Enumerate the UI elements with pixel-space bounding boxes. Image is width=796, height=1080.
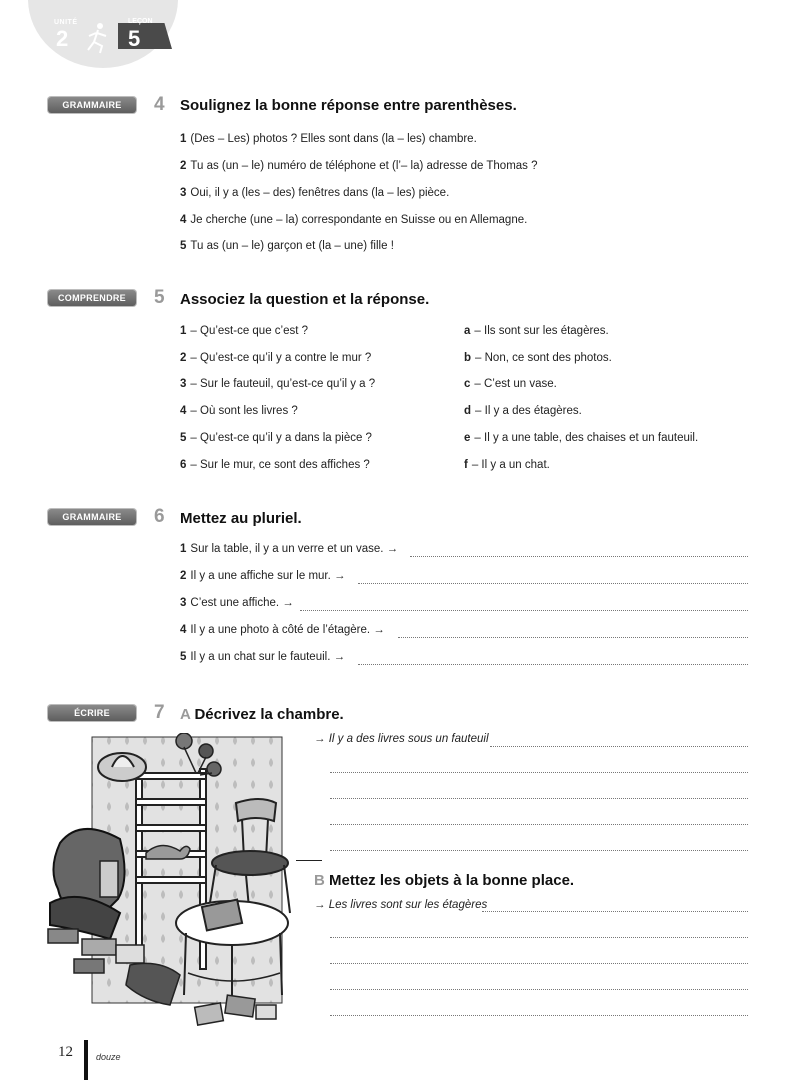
- answer-line[interactable]: [330, 963, 748, 964]
- runner-icon: [80, 20, 116, 54]
- question-item: 1 – Qu’est-ce que c’est ?: [180, 325, 309, 337]
- list-item: 1 Sur la table, il y a un verre et un vase. →: [180, 543, 399, 555]
- exercise-number: 7: [154, 702, 165, 723]
- pointer-line: [296, 860, 322, 861]
- exercise-title: Soulignez la bonne réponse entre parenthèses.: [180, 97, 517, 114]
- answer-item: b – Non, ce sont des photos.: [464, 352, 612, 364]
- list-item: 2 Tu as (un – le) numéro de téléphone et (l’– la) adresse de Thomas ?: [180, 160, 538, 172]
- answer-line[interactable]: [330, 1015, 748, 1016]
- answer-line[interactable]: [330, 850, 748, 851]
- answer-line[interactable]: [330, 937, 748, 938]
- exercise-b-title: B Mettez les objets à la bonne place.: [314, 872, 575, 889]
- question-item: 4 – Où sont les livres ?: [180, 405, 298, 417]
- answer-line[interactable]: [330, 772, 748, 773]
- answer-line[interactable]: [482, 911, 748, 912]
- tag-comprendre: COMPRENDRE: [48, 290, 136, 306]
- lecon-box: [118, 23, 172, 49]
- answer-item: a – Ils sont sur les étagères.: [464, 325, 609, 337]
- unite-number: 2: [56, 26, 69, 51]
- list-item: 4 Il y a une photo à côté de l’étagère. →: [180, 624, 385, 636]
- footer-divider: [84, 1040, 88, 1080]
- example-b: → Les livres sont sur les étagères: [314, 899, 488, 911]
- lecon-number: 5: [128, 26, 141, 51]
- exercise-number: 6: [154, 506, 165, 527]
- list-item: 3 C’est une affiche. →: [180, 597, 294, 609]
- question-item: 6 – Sur le mur, ce sont des affiches ?: [180, 459, 370, 471]
- exercise-title: Associez la question et la réponse.: [180, 291, 430, 308]
- answer-line[interactable]: [490, 746, 748, 747]
- exercise-title: Mettez au pluriel.: [180, 510, 302, 527]
- answer-item: e – Il y a une table, des chaises et un fauteuil.: [464, 432, 699, 444]
- answer-line[interactable]: [410, 556, 748, 557]
- list-item: 2 Il y a une affiche sur le mur. →: [180, 570, 346, 582]
- tag-ecrire: ÉCRIRE: [48, 705, 136, 721]
- page-number-word: douze: [96, 1052, 121, 1062]
- page-number: 12: [58, 1044, 73, 1060]
- answer-item: d – Il y a des étagères.: [464, 405, 582, 417]
- exercise-number: 5: [154, 287, 165, 308]
- answer-line[interactable]: [300, 610, 748, 611]
- answer-item: c – C’est un vase.: [464, 378, 557, 390]
- answer-line[interactable]: [358, 664, 748, 665]
- unite-label: UNITÉ: [54, 19, 78, 26]
- list-item: 1 (Des – Les) photos ? Elles sont dans (la – les) chambre.: [180, 133, 477, 145]
- question-item: 3 – Sur le fauteuil, qu’est-ce qu’il y a ?: [180, 378, 376, 390]
- example-a: → Il y a des livres sous un fauteuil: [314, 733, 489, 745]
- exercise-number: 4: [154, 94, 165, 115]
- answer-line[interactable]: [330, 798, 748, 799]
- answer-line[interactable]: [358, 583, 748, 584]
- answer-line[interactable]: [398, 637, 748, 638]
- answer-item: f – Il y a un chat.: [464, 459, 550, 471]
- question-item: 2 – Qu’est-ce qu’il y a contre le mur ?: [180, 352, 372, 364]
- lecon-label: LEÇON: [128, 18, 153, 25]
- answer-line[interactable]: [330, 989, 748, 990]
- answer-line[interactable]: [330, 824, 748, 825]
- tag-grammaire: GRAMMAIRE: [48, 97, 136, 113]
- list-item: 4 Je cherche (une – la) correspondante en Suisse ou en Allemagne.: [180, 214, 528, 226]
- list-item: 3 Oui, il y a (les – des) fenêtres dans (la – les) pièce.: [180, 187, 450, 199]
- tag-grammaire: GRAMMAIRE: [48, 509, 136, 525]
- exercise-a-title: A Décrivez la chambre.: [180, 706, 344, 723]
- bedroom-illustration: [46, 733, 296, 1033]
- question-item: 5 – Qu’est-ce qu’il y a dans la pièce ?: [180, 432, 372, 444]
- list-item: 5 Tu as (un – le) garçon et (la – une) fille !: [180, 240, 394, 252]
- list-item: 5 Il y a un chat sur le fauteuil. →: [180, 651, 346, 663]
